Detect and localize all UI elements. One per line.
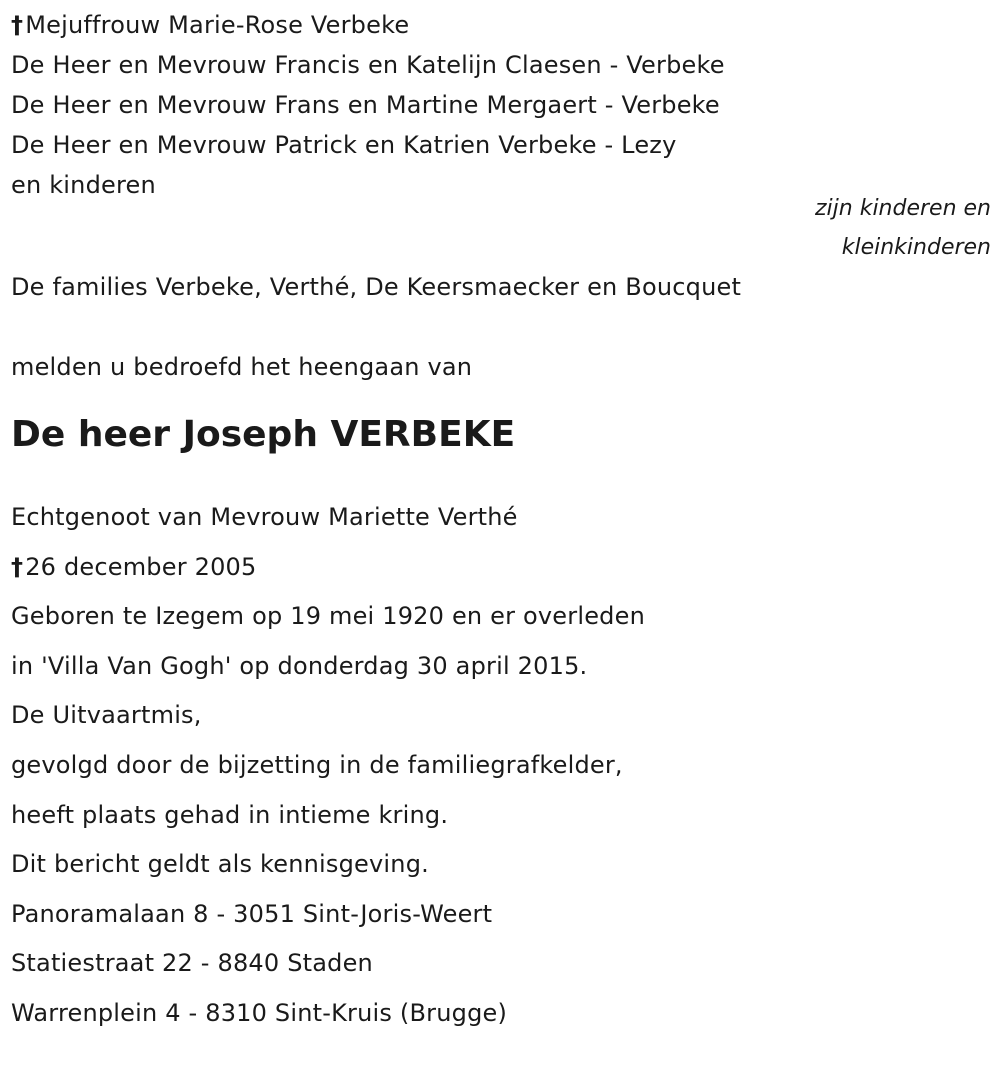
relation-label: zijn kinderen en <box>815 196 991 221</box>
address-line: Warrenplein 4 - 8310 Sint-Kruis (Brugge) <box>11 998 508 1027</box>
mourner-line-daughter <box>11 5 991 45</box>
address-line: Statiestraat 22 - 8840 Staden <box>11 949 373 978</box>
deceased-name: De heer Joseph VERBEKE <box>11 414 516 455</box>
mourner-name: Mejuffrouw Marie-Rose Verbeke <box>25 11 410 39</box>
funeral-line: gevolgd door de bijzetting in de familiegrafkelder, <box>11 750 623 779</box>
address-line: Panoramalaan 8 - 3051 Sint-Joris-Weert <box>11 899 493 928</box>
mourners-block <box>11 0 991 307</box>
spacer <box>11 307 991 347</box>
spouse-death-date: 26 december 2005 <box>25 552 257 581</box>
mourner-line: De Heer en Mevrouw Patrick en Katrien Verbeke - Lezy <box>11 131 677 159</box>
families-line: De families Verbeke, Verthé, De Keersmaecker en Boucquet <box>11 273 742 301</box>
announcement-line: melden u bedroefd het heengaan van <box>11 353 473 381</box>
cross-icon: † <box>11 552 24 581</box>
relation-label: kleinkinderen <box>841 235 991 260</box>
funeral-line: De Uitvaartmis, <box>11 701 202 730</box>
spouse-line: Echtgenoot van Mevrouw Mariette Verthé <box>11 503 518 531</box>
birth-death-line: Geboren te Izegem op 19 mei 1920 en er overleden <box>11 602 645 631</box>
mourner-line: en kinderen <box>11 171 156 199</box>
notice-line: Dit bericht geldt als kennisgeving. <box>11 850 429 879</box>
details-block <box>11 493 991 1039</box>
place-date-line: in 'Villa Van Gogh' op donderdag 30 april 2015. <box>11 651 588 680</box>
funeral-line: heeft plaats gehad in intieme kring. <box>11 800 449 829</box>
mourner-line: De Heer en Mevrouw Frans en Martine Mergaert - Verbeke <box>11 91 720 119</box>
mourner-line: De Heer en Mevrouw Francis en Katelijn Claesen - Verbeke <box>11 51 725 79</box>
obituary-notice <box>11 0 991 1039</box>
spouse-death-line <box>11 543 991 593</box>
cross-icon: † <box>11 11 24 39</box>
